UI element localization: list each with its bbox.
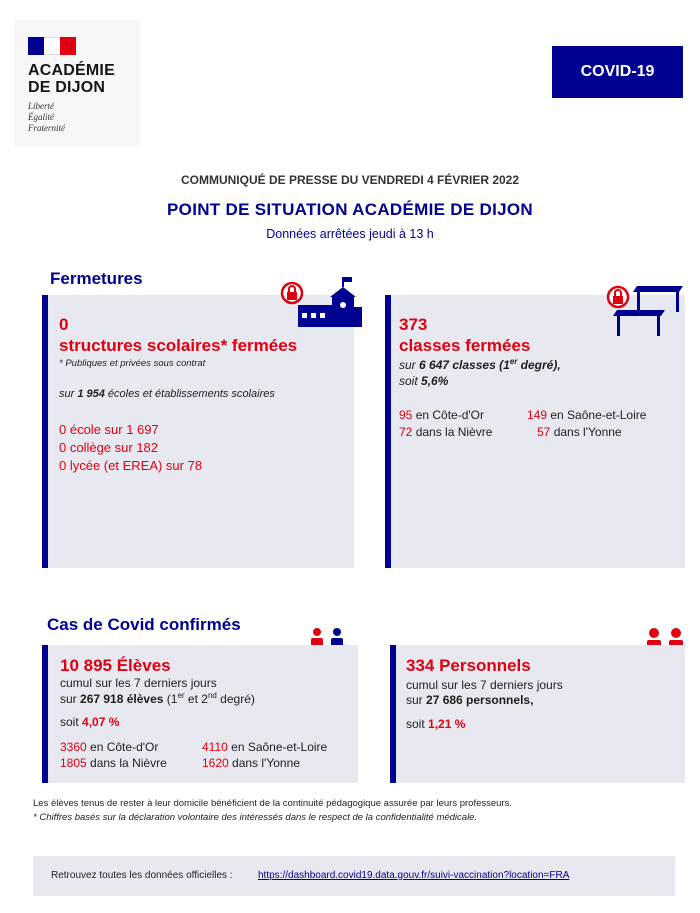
personnels-total: sur 27 686 personnels, <box>406 693 534 707</box>
eleves-card <box>42 645 358 783</box>
structures-label: structures scolaires* fermées <box>59 336 298 355</box>
personnels-cumul: cumul sur les 7 derniers jours <box>406 678 563 692</box>
marianne-flag-logo <box>28 37 76 55</box>
eleves-region-cote-dor: 3360 en Côte-d'Or <box>60 740 159 754</box>
eleves-region-nievre: 1805 dans la Nièvre <box>60 756 167 770</box>
page-subtitle: Données arrêtées jeudi à 13 h <box>266 227 434 241</box>
structures-total: sur 1 954 écoles et établissements scolaires <box>59 388 275 400</box>
classes-region-cote-dor: 95 en Côte-d'Or <box>399 408 485 422</box>
footer-label: Retrouvez toutes les données officielles : <box>51 870 233 881</box>
eleves-percentage: soit 4,07 % <box>60 715 120 729</box>
classes-region-yonne: 57 dans l'Yonne <box>537 425 622 439</box>
eleves-headline: 10 895 Élèves <box>60 656 171 675</box>
classes-region-saone-et-loire: 149 en Saône-et-Loire <box>527 408 647 422</box>
personnels-percentage: soit 1,21 % <box>406 717 466 731</box>
section-title-cas-covid: Cas de Covid confirmés <box>47 615 241 634</box>
structures-footnote: * Publiques et privées sous contrat <box>59 358 206 369</box>
page-title: POINT DE SITUATION ACADÉMIE DE DIJON <box>167 200 533 219</box>
structures-colleges: 0 collège sur 182 <box>59 440 159 455</box>
org-name-line1: ACADÉMIE <box>28 62 115 79</box>
classes-total: sur 6 647 classes (1er degré), <box>399 357 561 372</box>
classes-percentage: soit 5,6% <box>399 374 449 388</box>
personnels-card <box>390 645 685 783</box>
note-chiffres: * Chiffres basés sur la déclaration volontaire des intéressés dans le respect de la confidentialité médicale. <box>33 812 478 823</box>
classes-count: 373 <box>399 315 428 334</box>
motto-fraternite: Fraternité <box>28 123 65 133</box>
press-release-line: COMMUNIQUÉ DE PRESSE DU VENDREDI 4 FÉVRIER 2022 <box>180 173 520 187</box>
eleves-region-yonne: 1620 dans l'Yonne <box>202 756 300 770</box>
note-continuite: Les élèves tenus de rester à leur domicile bénéficient de la continuité pédagogique assurée par leurs professeurs. <box>33 798 512 809</box>
footer-data-link[interactable]: https://dashboard.covid19.data.gouv.fr/suivi-vaccination?location=FRA <box>258 870 570 881</box>
eleves-region-saone-et-loire: 4110 en Saône-et-Loire <box>202 740 328 754</box>
motto-egalite: Égalité <box>28 112 54 122</box>
footer-box <box>33 856 675 896</box>
eleves-total: sur 267 918 élèves (1er et 2nd degré) <box>60 691 255 706</box>
personnels-headline: 334 Personnels <box>406 656 531 675</box>
classes-label: classes fermées <box>399 336 531 355</box>
section-title-fermetures: Fermetures <box>50 269 143 288</box>
structures-count: 0 <box>59 315 69 334</box>
covid-badge: COVID-19 <box>552 46 683 98</box>
eleves-cumul: cumul sur les 7 derniers jours <box>60 676 217 690</box>
classes-region-nievre: 72 dans la Nièvre <box>399 425 493 439</box>
structures-card <box>42 295 354 568</box>
motto-liberte: Liberté <box>28 101 54 111</box>
org-name-line2: DE DIJON <box>28 79 106 96</box>
desks-lock-icon <box>603 282 685 340</box>
structures-ecoles: 0 école sur 1 697 <box>59 422 159 437</box>
structures-lycees: 0 lycée (et EREA) sur 78 <box>59 458 203 473</box>
school-lock-icon <box>278 275 364 329</box>
